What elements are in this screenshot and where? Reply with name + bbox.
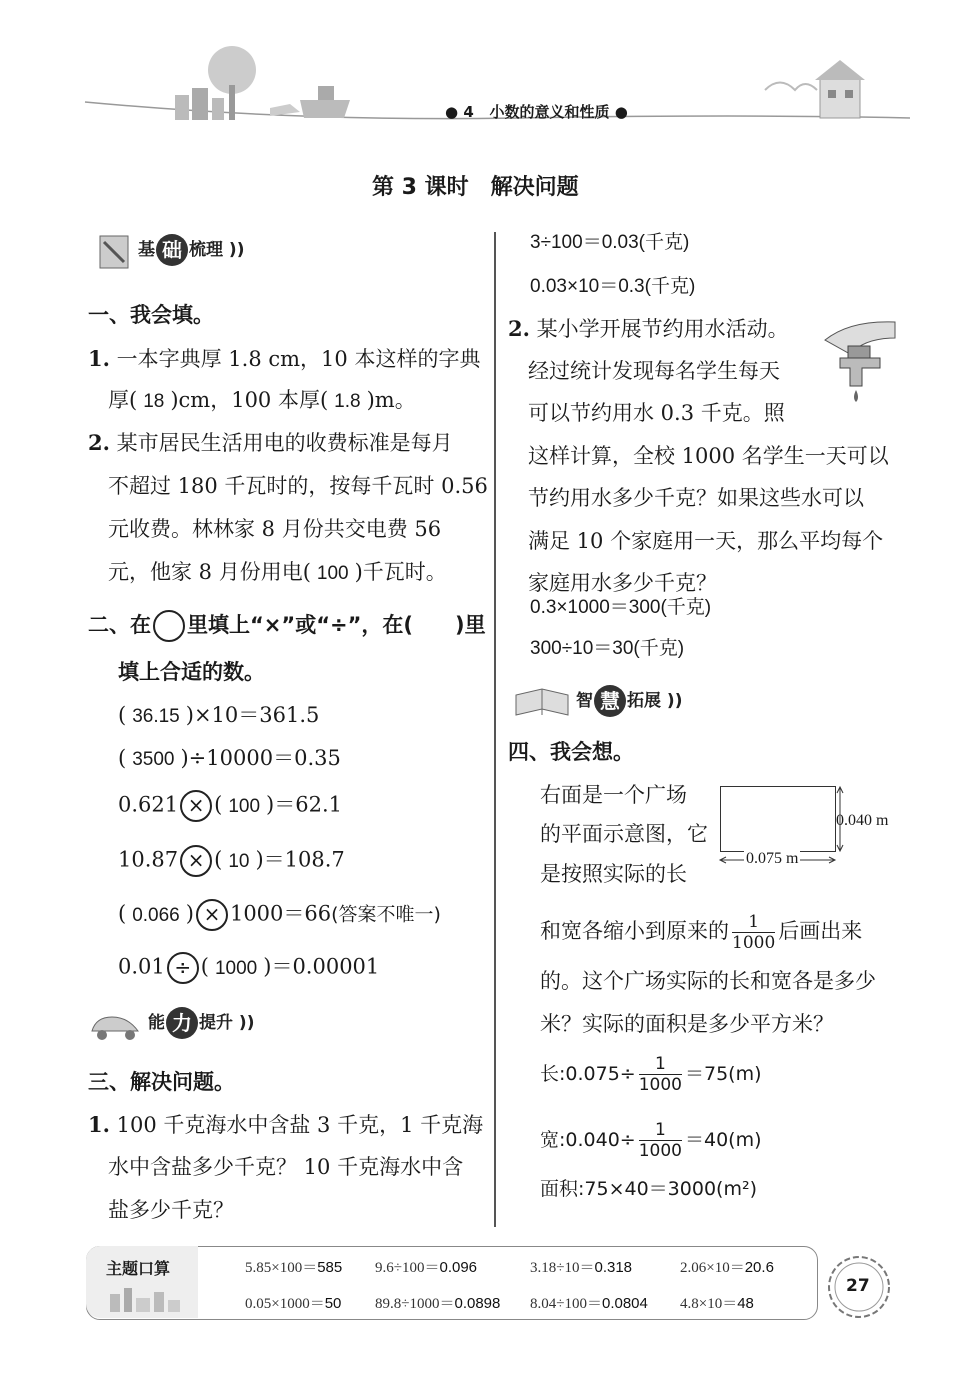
badge-char: 能 [148,1013,165,1033]
empty-circle-icon [153,610,185,642]
text: )＝0.00001 [263,954,380,979]
p3q2-line4: 这样计算，全校 1000 名学生一天可以 [528,444,889,468]
p4-line2: 的平面示意图，它 [540,822,708,846]
p4-answer-length [540,1054,762,1095]
p3q2-answer1: 0.3×1000＝300(千克) [530,597,712,618]
operator-circle: × [180,790,212,822]
fraction-numerator: 1 [639,1120,682,1141]
badge-char: 梳理 [189,240,223,260]
q2-line2: 不超过 180 千瓦时的，按每千瓦时 0.56 [108,474,488,498]
p4-answer-width [540,1120,762,1161]
mental-math-item [680,1256,774,1277]
mental-math-item [245,1256,342,1277]
mental-math-item [680,1292,754,1313]
text: 1000＝66 [229,901,332,926]
text: 2.06×10＝ [680,1260,745,1276]
text: 4.8×10＝ [680,1296,738,1312]
text: 9.6÷100＝ [375,1260,440,1276]
badge-char-highlight: 力 [166,1007,198,1039]
badge-char: 智 [576,691,593,711]
book-illustration-icon [512,685,572,721]
answer: 18 [143,391,165,412]
p3q2-line7: 家庭用水多少千克？ [528,571,717,595]
text: 后画出来 [778,919,863,943]
diagram-height-label: 0.040 m [836,812,889,829]
text: ＝75(m) [684,1063,762,1085]
water-tap-icon [820,310,902,406]
part1-heading: 一、我会填。 [88,303,214,327]
text: 长:0.075÷ [540,1063,636,1085]
text: 里填上“×”或“÷”，在( )里 [187,613,486,637]
p3q2-answer2: 300÷10＝30(千克) [530,638,685,659]
text: 元，他家 8 月份用电( [108,560,311,584]
text: ( [118,901,127,926]
fraction [732,912,775,953]
text: 二、在 [88,613,151,637]
q1-line1 [88,348,480,370]
question-number: 2. [508,316,530,341]
answer: 50 [324,1295,342,1312]
answer: 1000 [214,957,258,979]
p3q2-line6: 满足 10 个家庭用一天，那么平均每个 [528,529,884,553]
question-number: 1. [88,1112,110,1137]
p3q1-answer2: 0.03×10＝0.3(千克) [530,276,696,297]
operator-circle: ÷ [167,952,199,984]
badge-char: 提升 [199,1013,233,1033]
p3q1-line1 [88,1114,483,1136]
answer: 1.8 [334,391,361,412]
part2-row [118,705,319,726]
fraction-denominator: 1000 [638,1075,682,1095]
bullet-icon: ● [614,103,628,121]
question-text: 一本字典厚 1.8 cm，10 本这样的字典 [116,347,481,371]
text: )m。 [366,388,416,412]
p4-line3: 是按照实际的长 [540,862,687,886]
text: ＝40(m) [684,1129,762,1151]
q2-line1 [88,432,453,454]
text: 0.01 [118,954,165,979]
q2-line3: 元收费。林林家 8 月份共交电费 56 [108,517,442,541]
question-number: 2. [88,430,110,455]
text: 5.85×100＝ [245,1260,318,1276]
bullet-icon: ● [445,103,459,121]
p4-line1: 右面是一个广场 [540,783,687,807]
slide-illustration-icon [96,232,136,272]
fraction-numerator: 1 [732,912,775,933]
answer: 3500 [132,749,175,770]
text: 0.05×1000＝ [245,1296,325,1312]
part2-heading [88,610,486,642]
answer: 0.096 [439,1259,478,1276]
text: 和宽各缩小到原来的 [540,919,729,943]
p3q2-line5: 节约用水多少千克？如果这些水可以 [528,486,864,510]
answer: 20.6 [744,1259,774,1276]
text: 10.87 [118,847,179,872]
mental-math-item [530,1256,632,1277]
p3q1-line3: 盐多少千克？ [108,1198,234,1222]
question-text: 100 千克海水中含盐 3 千克，1 千克海 [116,1113,484,1137]
chapter-number: 4 [463,103,474,121]
fraction-denominator: 1000 [732,933,776,953]
badge-char: 拓展 [627,691,661,711]
p3q1-answer1: 3÷100＝0.03(千克) [530,232,690,253]
q2-line4 [108,562,447,583]
part3-heading: 三、解决问题。 [88,1070,235,1094]
p3q2-line1 [508,318,789,340]
text: )÷10000＝0.35 [180,746,341,770]
answer: 100 [316,563,349,584]
mental-math-item [375,1292,500,1313]
text: ( [118,746,127,770]
part2-row: 0.621 × ( 100 )＝62.1 [118,790,342,822]
fraction [639,1054,682,1095]
operator-circle: × [196,899,228,931]
badge-char-highlight: 础 [156,234,188,266]
wisdom-badge: 智 慧 拓展 )) [512,683,712,719]
text: 0.621 [118,792,179,817]
diagram-width-label: 0.075 m [746,850,799,867]
text: 3.18÷10＝ [530,1260,595,1276]
part4-heading: 四、我会想。 [508,740,634,764]
mental-math-label: 主题口算 [106,1259,171,1278]
mental-math-item [375,1256,477,1277]
part2-row: 0.01 ÷ ( 1000 )＝0.00001 [118,952,379,984]
text: )cm，100 本厚( [170,388,329,412]
mental-math-item [245,1292,341,1313]
basics-badge: 基 础 梳理 )) [96,232,276,268]
text: 89.8÷1000＝ [375,1296,455,1312]
question-text: 某小学开展节约用水活动。 [536,317,789,341]
p3q2-line2: 经过统计发现每名学生每天 [528,359,780,383]
p4-line4 [540,912,862,953]
answer: 48 [737,1295,754,1312]
operator-circle: × [180,845,212,877]
p4-line5: 的。这个广场实际的长和宽各是多少 [540,969,876,993]
page-number: 27 [846,1276,870,1296]
answer: 585 [317,1259,343,1276]
part2-row [118,748,341,769]
part2-row: 10.87 × ( 10 )＝108.7 [118,845,345,877]
p4-answer-area: 面积:75×40＝3000(m²) [540,1178,757,1200]
city-skyline-icon [100,1280,190,1314]
question-number: 1. [88,346,110,371]
answer: 0.066 [132,904,180,926]
fraction-numerator: 1 [639,1054,682,1075]
answer: 0.0898 [454,1295,501,1312]
text: )×10＝361.5 [185,703,320,727]
text: ( [118,703,127,727]
mental-math-item [530,1292,648,1313]
text: )＝108.7 [255,847,345,872]
answer: 0.0804 [601,1295,648,1312]
text: 宽:0.040÷ [540,1129,636,1151]
q1-line2 [108,390,416,411]
text: 厚( [108,388,138,412]
fraction [639,1120,682,1161]
question-text: 某市居民生活用电的收费标准是每月 [116,431,453,455]
answer: 100 [228,795,261,817]
answer: 0.318 [594,1259,633,1276]
car-illustration-icon [86,1007,146,1043]
answer: 10 [228,850,250,872]
answer-note: (答案不唯一) [331,903,441,926]
text: )＝62.1 [266,792,342,817]
badge-char: 基 [138,240,155,260]
text: 8.04÷100＝ [530,1296,602,1312]
chapter-title: 小数的意义和性质 [489,103,610,121]
chapter-header [445,101,628,122]
p3q1-line2: 水中含盐多少千克？ 10 千克海水中含 [108,1155,464,1179]
p4-line6: 米？实际的面积是多少平方米？ [540,1012,834,1036]
column-divider [494,232,496,1227]
badge-char-highlight: 慧 [594,685,626,717]
p3q2-line3: 可以节约用水 0.3 千克。照 [528,401,785,425]
text: )千瓦时。 [354,560,447,584]
lesson-title: 第 3 课时 解决问题 [372,175,579,200]
ability-badge: 能 力 提升 )) [86,1005,286,1041]
part2-row: ( 0.066 ) × 1000＝66(答案不唯一) [118,899,441,931]
fraction-denominator: 1000 [638,1141,682,1161]
answer: 36.15 [132,706,180,727]
part2-heading-cont: 填上合适的数。 [118,660,265,684]
